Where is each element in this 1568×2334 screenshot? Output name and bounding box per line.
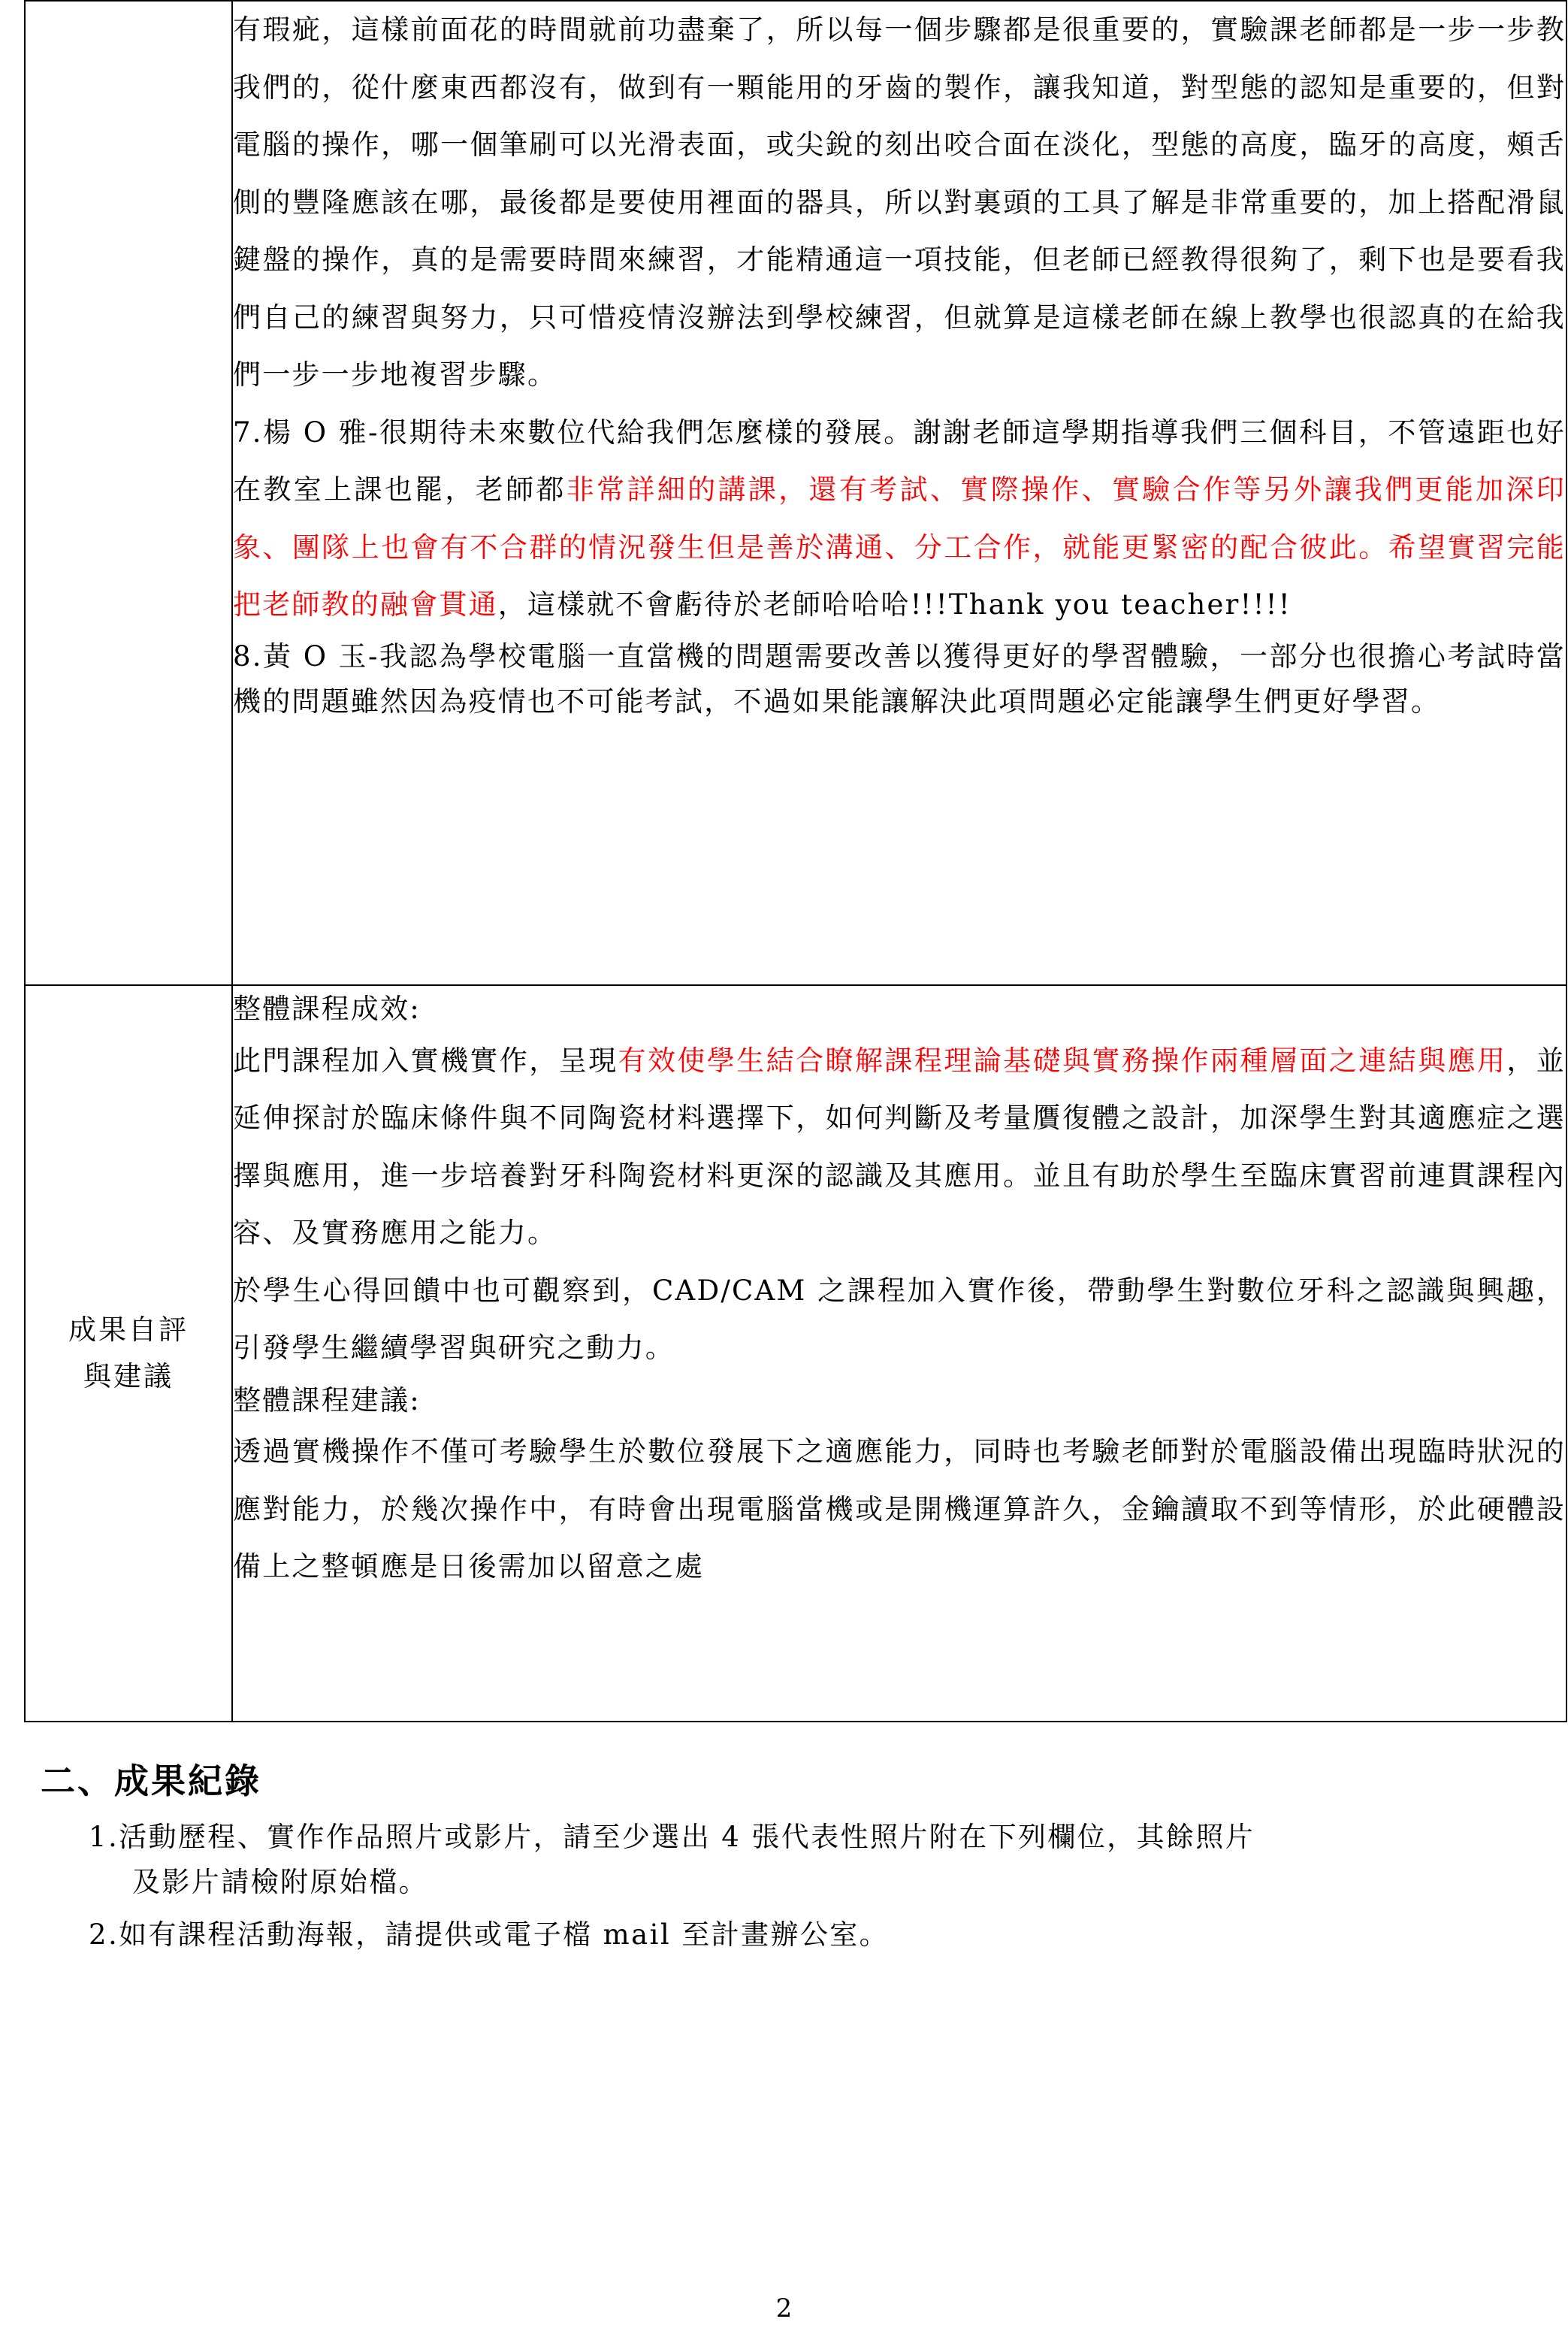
records-instruction-list bbox=[89, 1815, 1554, 1965]
row-label-cell-empty bbox=[25, 1, 232, 985]
course-suggestion-paragraph: 透過實機操作不僅可考驗學生於數位發展下之適應能力，同時也考驗老師對於電腦設備出現臨時狀況的應對能力，於幾次操作中，有時會出現電腦當機或是開機運算許久，金鑰讀取不到等情形，於此硬體設備上之整頓應是日後需加以留意之處 bbox=[233, 1435, 1566, 1583]
course-effect-highlight: 有效使學生結合瞭解課程理論基礎與實務操作兩種層面之連結與應用 bbox=[618, 1044, 1507, 1077]
student-feedback-observation: 於學生心得回饋中也可觀察到，CAD/CAM 之課程加入實作後，帶動學生對數位牙科之認識與興趣，引發學生繼續學習與研究之動力。 bbox=[233, 1274, 1566, 1364]
feedback-item-7-highlight: 非常詳細的講課，還有考試、實際操作、實驗合作等另外讓我們更能加深印象、團隊上也會有不合群的情況發生但是善於溝通、分工合作，就能更緊密的配合彼此。希望實習完能把老師教的融會貫通 bbox=[233, 473, 1566, 621]
course-effect-text-rest: ，並延伸探討於臨床條件與不同陶瓷材料選擇下，如何判斷及考量贋復體之設計，加深學生對其適應症之選擇與應用，進一步培養對牙科陶瓷材料更深的認識及其應用。並且有助於學生至臨床實習前連貫課程內容、及實務應用之能力。 bbox=[233, 1044, 1566, 1249]
course-effect-heading: 整體課程成效: bbox=[233, 993, 421, 1025]
course-effect-paragraph bbox=[233, 1032, 1566, 1262]
row-label-self-evaluation bbox=[25, 985, 232, 1722]
records-instruction-1-line-1: 1.活動歷程、實作作品照片或影片，請至少選出 4 張代表性照片附在下列欄位，其餘照片 bbox=[89, 1821, 1255, 1853]
records-instruction-item-1 bbox=[89, 1815, 1554, 1905]
course-suggestion-heading: 整體課程建議: bbox=[233, 1383, 421, 1416]
feedback-item-7-ending: ，這樣就不會虧待於老師哈哈哈!!!Thank you teacher!!!! bbox=[497, 588, 1292, 621]
row-label-line-2: 與建議 bbox=[83, 1360, 174, 1392]
feedback-item-7 bbox=[233, 404, 1566, 634]
report-table bbox=[24, 0, 1567, 1722]
page-number: 2 bbox=[775, 2293, 793, 2323]
table-row-student-feedback bbox=[25, 1, 1566, 985]
section-title-records: 二、成果紀錄 bbox=[41, 1761, 261, 1801]
feedback-item-8: 8.黃 O 玉-我認為學校電腦一直當機的問題需要改善以獲得更好的學習體驗，一部分也很擔心考試時當機的問題雖然因為疫情也不可能考試，不過如果能讓解決此項問題必定能讓學生們更好學習。 bbox=[233, 639, 1566, 718]
self-evaluation-cell bbox=[232, 985, 1566, 1722]
student-feedback-cell bbox=[232, 1, 1566, 985]
records-instruction-item-2: 2.如有課程活動海報，請提供或電子檔 mail 至計畫辦公室。 bbox=[89, 1918, 890, 1951]
course-effect-text: 此門課程加入實機實作，呈現 bbox=[233, 1044, 618, 1077]
row-label-line-1: 成果自評 bbox=[68, 1314, 189, 1346]
feedback-paragraph-continued: 有瑕疵，這樣前面花的時間就前功盡棄了，所以每一個步驟都是很重要的，實驗課老師都是一步一步教我們的，從什麼東西都沒有，做到有一顆能用的牙齒的製作，讓我知道，對型態的認知是重要的，但對電腦的操作，哪一個筆刷可以光滑表面，或尖銳的刻出咬合面在淡化，型態的高度，臨牙的高度，頰舌側的豐隆應該在哪，最後都是要使用裡面的器具，所以對裏頭的工具了解是非常重要的，加上搭配滑鼠鍵盤的操作，真的是需要時間來練習，才能精通這一項技能，但老師已經教得很夠了，剩下也是要看我們自己的練習與努力，只可惜疫情沒辦法到學校練習，但就算是這樣老師在線上教學也很認真的在給我們一步一步地複習步驟。 bbox=[233, 14, 1566, 391]
records-instruction-1-line-2: 及影片請檢附原始檔。 bbox=[132, 1866, 428, 1898]
table-row-self-evaluation bbox=[25, 985, 1566, 1722]
feedback-item-7-text: 7.楊 O 雅-很期待未來數位代給我們怎麼樣的發展。謝謝老師這學期指導我們三個科目，不管遠距也好在教室上課也罷，老師都 bbox=[233, 416, 1566, 506]
